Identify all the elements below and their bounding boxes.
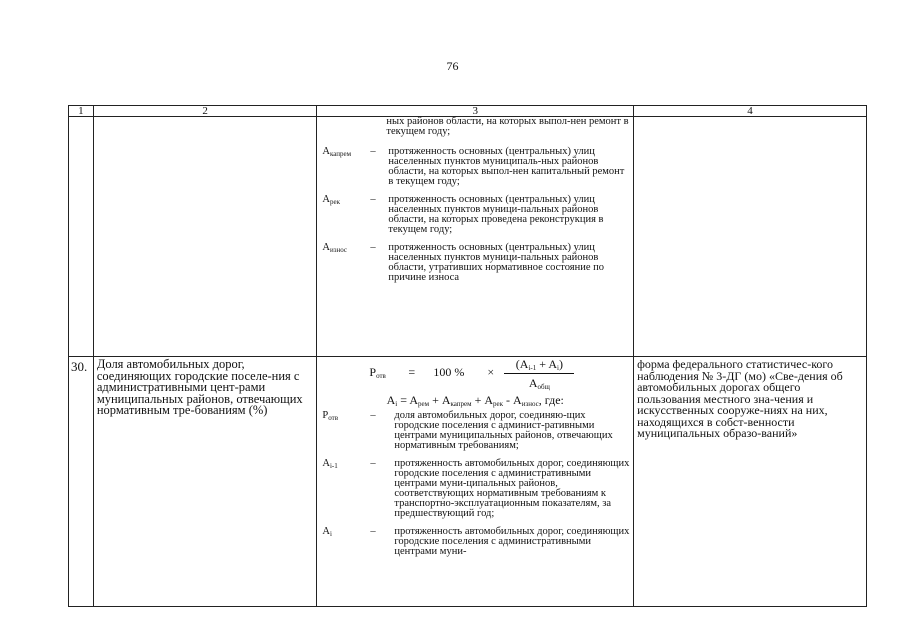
definition-aiznos: $А_{износ}$ – протяженность основных (центральных) улиц населенных пунктов муници-пальных районов области, утративших нормативное состояние по причине износа xyxy=(320,243,630,283)
definition-ai-1: $А_{i-1}$ – протяженность автомобильных дорог, соединяющих городские поселения с административными центрами муни-ципальных районов, соответствующих нормативным требованиям к транспортно-эксплуатационным показателям, за предшествующий год; xyxy=(322,458,630,519)
cell-number xyxy=(69,117,94,357)
formula-p-otv: $P_{отв}$ = 100 % × $(A_{i-1} + A_i)$ $A_{общ}$ xyxy=(320,357,630,391)
page-number: 76 xyxy=(446,59,459,73)
symbol: $А_{капрем}$ xyxy=(322,146,352,158)
table-header-row xyxy=(69,106,867,117)
definition-text: доля автомобильных дорог, соединяю-щих городские поселения с админист-ративными центрами муниципальных районов, отвечающих нормативным требованиям; xyxy=(394,410,613,451)
definition-text: протяженность основных (центральных) улиц населенных пунктов муниципаль-ных районов области, на которых выпол-нен капитальный ремонт в текущем году; xyxy=(388,146,625,187)
row-number: 30. xyxy=(69,357,94,607)
formula-ai: $A_i = A_{рем} + A_{капрем} + A_{рек} - A_{износ}$, где: xyxy=(386,393,564,408)
header-col-1: 1 xyxy=(69,106,94,117)
calculation-method xyxy=(317,357,634,607)
definition-text: протяженность основных (центральных) улиц населенных пунктов муници-пальных районов области, утративших нормативное состояние по причине износа xyxy=(388,242,605,283)
definition-text: протяженность автомобильных дорог, соединяющих городские поселения с административными центрами муни-ципальных районов, соответствующих нормативным требованиям к транспортно-эксплуатационным показателям, за предшествующий год; xyxy=(394,458,630,519)
definition-arek: $А_{рек}$ – протяженность основных (центральных) улиц населенных пунктов муници-пальных районов области, на которых проведена реконструкция в текущем году; xyxy=(320,195,630,235)
definition-ai: $А_i$ – протяженность автомобильных дорог, соединяющих городские поселения с административными центрами муни- xyxy=(322,526,630,557)
symbol: $А_{износ}$ xyxy=(322,242,348,254)
indicator-name: Доля автомобильных дорог, соединяющих городские поселе-ния с административными цент-рами муниципальных районов, отвечающих нормативным тре-бованиям (%) xyxy=(93,357,317,607)
header-col-3: 3 xyxy=(317,106,634,117)
formula-fraction: $(A_{i-1} + A_i)$ $A_{общ}$ xyxy=(504,357,574,391)
header-col-4: 4 xyxy=(634,106,867,117)
indicator-table xyxy=(68,105,867,607)
continued-text: ных районов области, на которых выпол-нен ремонт в текущем году; xyxy=(386,116,629,137)
symbol: $Р_{отв}$ xyxy=(322,410,339,422)
symbol: $А_{i-1}$ xyxy=(322,458,338,470)
table-row-30 xyxy=(69,357,867,607)
cell-source xyxy=(634,117,867,357)
cell-method xyxy=(317,117,634,357)
formula-lhs: $P_{отв}$ xyxy=(369,365,386,380)
definition-text: протяженность автомобильных дорог, соединяющих городские поселения с административными центрами муни- xyxy=(394,526,630,557)
definition-potv: $Р_{отв}$ – доля автомобильных дорог, соединяю-щих городские поселения с админист-ративными центрами муниципальных районов, отвечающих нормативным требованиям; xyxy=(320,411,630,451)
table-row-continued xyxy=(69,117,867,357)
symbol: $А_{рек}$ xyxy=(322,194,340,206)
symbol: $А_i$ xyxy=(322,526,332,538)
header-col-2: 2 xyxy=(93,106,317,117)
definition-text: протяженность основных (центральных) улиц населенных пунктов муници-пальных районов области, на которых проведена реконструкция в текущем году; xyxy=(388,194,604,235)
data-source: форма федерального статистичес-кого наблюдения № 3-ДГ (мо) «Све-дения об автомобильных дорогах общего пользования местного зна-чения и искусственных сооруже-ниях на них, находящихся в собст-венности муниципальных образо-ваний» xyxy=(634,357,867,607)
cell-indicator xyxy=(93,117,317,357)
definition-akaprem: $А_{капрем}$ – протяженность основных (центральных) улиц населенных пунктов муниципаль-ных районов области, на которых выпол-нен капитальный ремонт в текущем году; xyxy=(320,147,630,187)
